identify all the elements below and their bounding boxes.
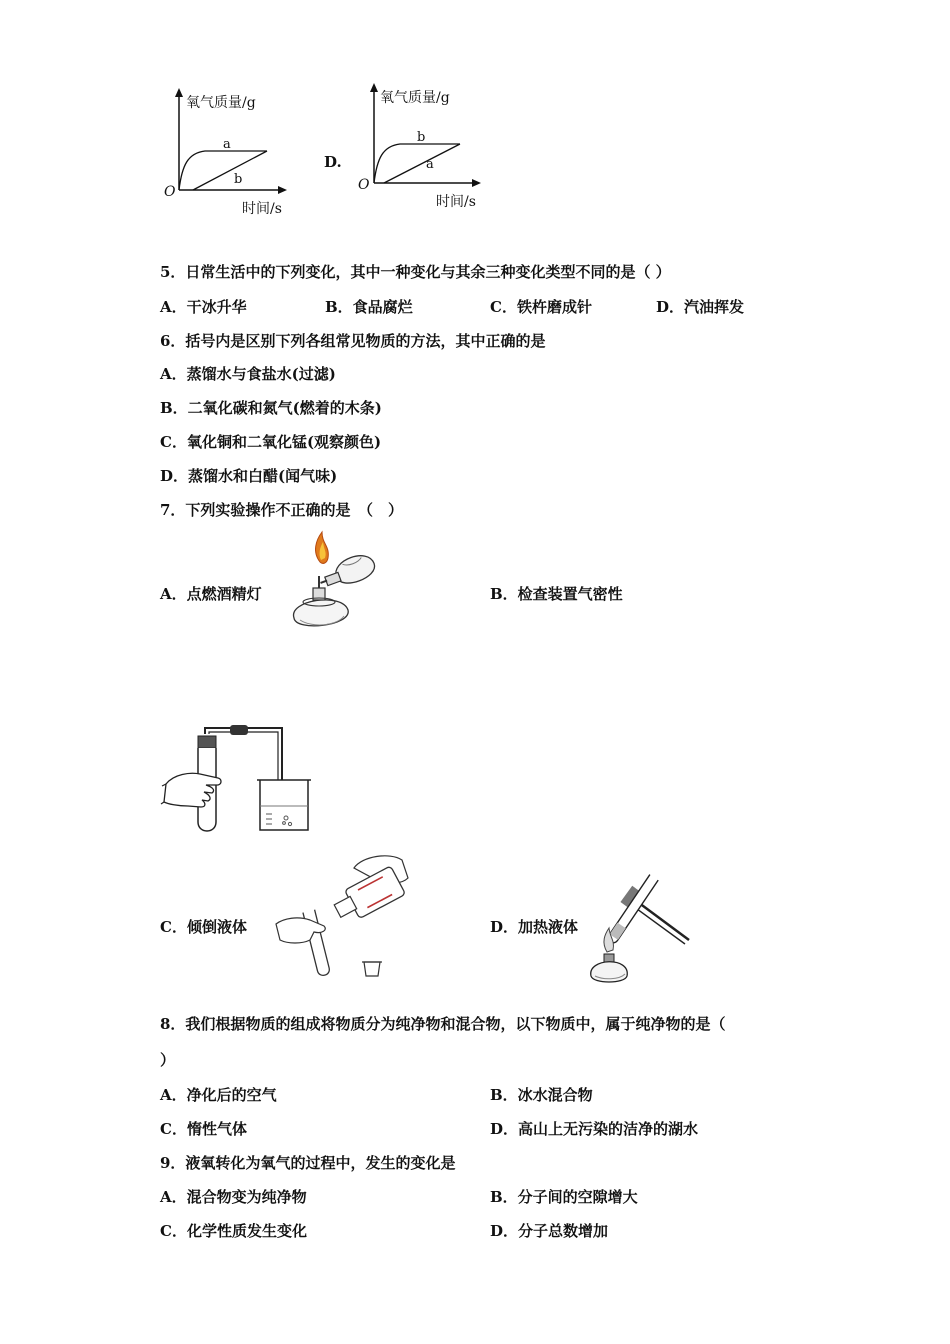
- graph-d-xlabel: 时间/s: [436, 194, 476, 210]
- q7-stem: 7．下列实验操作不正确的是 （ ）: [160, 501, 403, 519]
- q8-option-d: D．高山上无污染的洁净的湖水: [490, 1120, 699, 1138]
- graph-d-option-label: D.: [324, 153, 342, 171]
- q7-option-a: A．点燃酒精灯: [160, 585, 262, 603]
- q8-stem-line2: ）: [160, 1051, 176, 1069]
- graph-d-origin: O: [358, 177, 370, 193]
- airtightness-check-illustration: [160, 722, 320, 837]
- graph-d-label-b: b: [417, 130, 426, 145]
- heating-liquid-illustration: [585, 868, 695, 986]
- graph-c-line-b: [193, 151, 267, 190]
- graph-c-xlabel: 时间/s: [242, 201, 282, 217]
- q7-option-d: D．加热液体: [490, 918, 579, 936]
- q5-option-c: C．铁杵磨成针: [490, 298, 592, 316]
- q8-option-b: B．冰水混合物: [490, 1086, 593, 1104]
- graph-d-label-a: a: [426, 157, 434, 172]
- q5-stem: 5．日常生活中的下列变化，其中一种变化与其余三种变化类型不同的是（ ）: [160, 263, 671, 281]
- graph-c-ylabel: 氧气质量/g: [186, 95, 256, 111]
- graph-c-label-b: b: [234, 172, 243, 187]
- q7-option-b: B．检查装置气密性: [490, 585, 623, 603]
- q6-option-d: D．蒸馏水和白醋(闻气味): [160, 467, 338, 485]
- q6-stem: 6．括号内是区别下列各组常见物质的方法，其中正确的是: [160, 332, 546, 350]
- q6-option-a: A．蒸馏水与食盐水(过滤): [160, 365, 336, 383]
- graph-d-x-arrow: [472, 179, 481, 187]
- q9-option-a: A．混合物变为纯净物: [160, 1188, 307, 1206]
- q6-option-b: B．二氧化碳和氮气(燃着的木条): [160, 399, 382, 417]
- q9-option-b: B．分子间的空隙增大: [490, 1188, 638, 1206]
- graph-d-ylabel: 氧气质量/g: [380, 90, 450, 106]
- graph-d-line-a: [384, 144, 460, 183]
- graph-d-curve-b: [374, 144, 460, 183]
- q6-option-c: C．氧化铜和二氧化锰(观察颜色): [160, 433, 382, 451]
- q7-option-c: C．倾倒液体: [160, 918, 247, 936]
- graph-d-y-arrow: [370, 83, 378, 92]
- q5-option-d: D．汽油挥发: [656, 298, 745, 316]
- q5-option-b: B．食品腐烂: [325, 298, 413, 316]
- graph-c-x-arrow: [278, 186, 287, 194]
- graph-c-origin: O: [164, 184, 176, 200]
- graph-c-y-arrow: [175, 88, 183, 97]
- q8-option-a: A．净化后的空气: [160, 1086, 277, 1104]
- lighting-alcohol-lamp-illustration: [282, 530, 392, 635]
- q8-option-c: C．惰性气体: [160, 1120, 247, 1138]
- q5-option-a: A．干冰升华: [160, 298, 247, 316]
- graph-c-curve-a: [179, 151, 267, 190]
- graph-c: [155, 85, 295, 220]
- q9-option-d: D．分子总数增加: [490, 1222, 609, 1240]
- q9-stem: 9．液氧转化为氧气的过程中，发生的变化是: [160, 1154, 456, 1172]
- graph-c-label-a: a: [223, 137, 231, 152]
- q8-stem-line1: 8．我们根据物质的组成将物质分为纯净物和混合物，以下物质中，属于纯净物的是（: [160, 1015, 726, 1033]
- q9-option-c: C．化学性质发生变化: [160, 1222, 307, 1240]
- graph-d: [350, 80, 490, 215]
- pouring-liquid-illustration: [262, 850, 417, 985]
